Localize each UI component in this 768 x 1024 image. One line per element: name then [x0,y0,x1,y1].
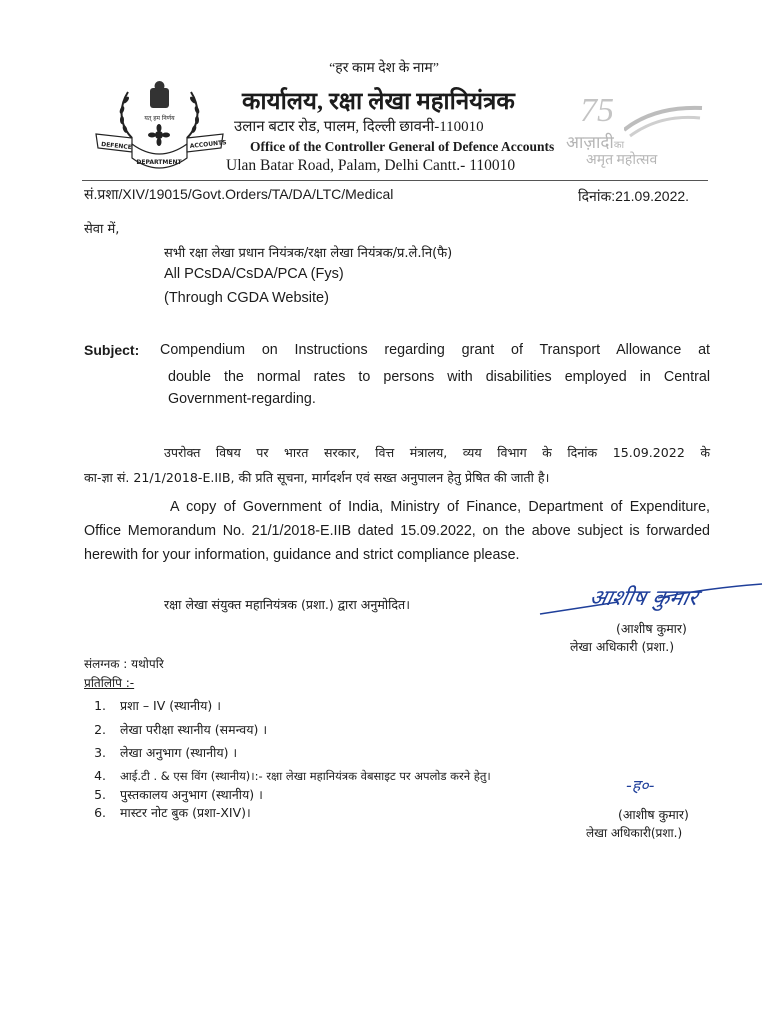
footer-initials: -ह०- [626,776,655,795]
list-item: 4. आई.टी . & एस विंग (स्थानीय)।:- रक्षा लेखा महानियंत्रक वेबसाइट पर अपलोड करने हेतु। [94,768,491,783]
signatory-name: (आशीष कुमार) [616,621,687,636]
list-item: 1. प्रशा – IV (स्थानीय) । [94,698,221,713]
svg-text:DEFENCE: DEFENCE [100,141,133,152]
logo-numeral: 75 [580,92,614,129]
signatory-designation: लेखा अधिकारी (प्रशा.) [570,639,675,654]
reference-number: सं.प्रशा/XIV/19015/Govt.Orders/TA/DA/LTC/Medical [84,186,394,202]
footer-signatory-name: (आशीष कुमार) [618,807,689,822]
list-item: 2. लेखा परीक्षा स्थानीय (समन्वय) । [94,722,268,737]
office-name-english: Office of the Controller General of Defence Accounts [250,139,555,154]
logo-line2: अमृत महोत्सव [586,153,658,168]
subject-label: Subject: [84,342,140,358]
svg-text:DEPARTMENT: DEPARTMENT [136,159,182,166]
address-hindi: उलान बटार रोड, पालम, दिल्ली छावनी-110010 [234,119,484,135]
copy-to-label: प्रतिलिपि :- [84,676,135,690]
body-english-paragraph: A copy of Government of India, Ministry of Finance, Department of Expenditure, Office Memorandum No. 21/1/2018-E.IIB dated 15.09.2022, on the above subject is forwarded herewith for your information, guidance and strict compliance please. [84,499,710,563]
svg-text:यत् हम निर्णय: यत् हम निर्णय [144,115,175,122]
logo-line1-suffix: का [613,140,625,151]
approval-note: रक्षा लेखा संयुक्त महानियंत्रक (प्रशा.) द्वारा अनुमोदित। [164,597,411,612]
addressee-note: (Through CGDA Website) [164,290,329,306]
motto: “हर काम देश के नाम” [329,61,439,76]
office-name-hindi: कार्यालय, रक्षा लेखा महानियंत्रक [242,89,515,115]
subject-line-3: Government-regarding. [168,391,316,407]
address-english: Ulan Batar Road, Palam, Delhi Cantt.- 110010 [226,157,516,174]
enclosure-note: संलग्नक : यथोपरि [84,657,164,671]
logo-line1: आज़ादी [566,133,614,152]
footer-signatory-designation: लेखा अधिकारी(प्रशा.) [586,826,683,840]
list-item: 6. मास्टर नोट बुक (प्रशा-XIV)। [94,805,251,820]
copy-to-list [84,0,644,1024]
subject-line-2: double the normal rates to persons with disabilities employed in Central [168,369,710,385]
list-item: 3. लेखा अनुभाग (स्थानीय) । [94,745,238,760]
body-hindi-line-1: उपरोक्त विषय पर भारत सरकार, वित्त मंत्रालय, व्यय विभाग के दिनांक 15.09.2022 के [164,445,710,460]
body-hindi-line-2: का-ज्ञा सं. 21/1/2018-E.IIB, की प्रति सूचना, मार्गदर्शन एवं सख्त अनुपालन हेतु प्रेषित की जाती है। [84,470,550,485]
letter-date: दिनांक:21.09.2022. [578,188,690,204]
list-item: 5. पुस्तकालय अनुभाग (स्थानीय) । [94,787,263,802]
to-label: सेवा में, [84,222,120,237]
addressee-english: All PCsDA/CsDA/PCA (Fys) [164,266,344,282]
addressee-hindi: सभी रक्षा लेखा प्रधान नियंत्रक/रक्षा लेखा नियंत्रक/प्र.ले.नि(फै) [164,246,453,261]
svg-text:ACCOUNTS: ACCOUNTS [189,139,227,150]
signature-text: आशीष कुमार [587,586,700,611]
subject-line-1: Compendium on Instructions regarding grant of Transport Allowance at [160,342,710,358]
